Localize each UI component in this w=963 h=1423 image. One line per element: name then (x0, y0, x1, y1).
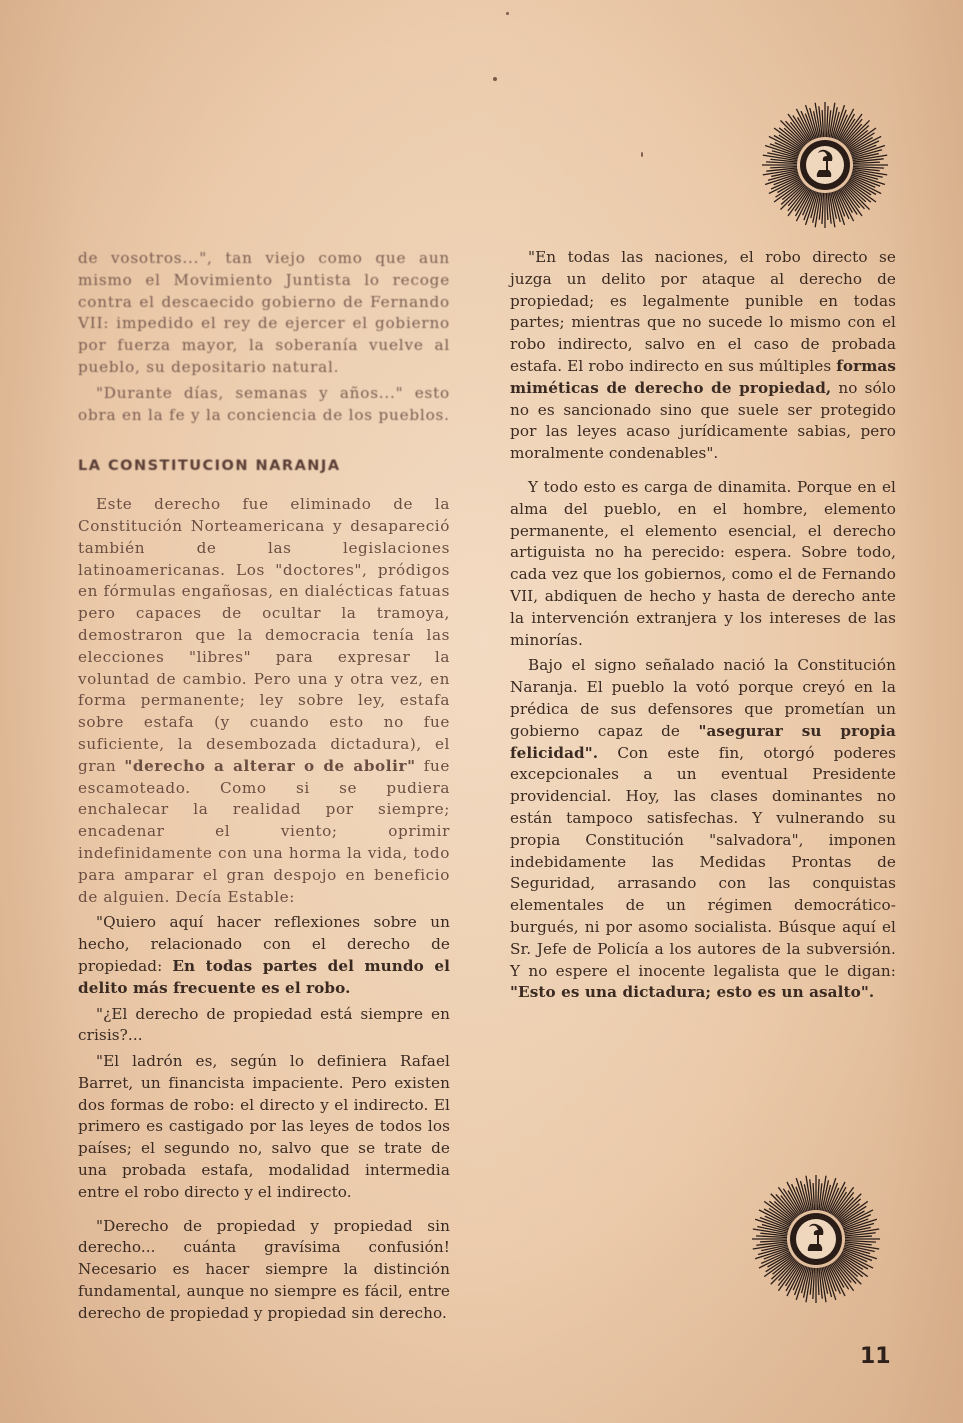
bold-quote: "derecho a alterar o de abolir" (124, 756, 416, 775)
emblem-ray (813, 1183, 814, 1210)
bold-quote: "asegurar su propia felicidad". (510, 721, 896, 762)
section-heading: LA CONSTITUCION NARANJA (78, 458, 341, 475)
emblem-ray (853, 162, 880, 163)
paragraph-text: Este derecho fue eliminado de la Constitución Norteamericana y desapareció también de las legislaciones latinoamericanas. Los "doctores", pródigos en fórmulas engañosas, en dialécticas fatuas pero capaces de ocultar la tramoya, demostraron que la democracia tenía las elecciones "libres" para expresar la voluntad de cambio. Pero una y otra vez, en forma permanente; ley sobre ley, estafa sobre estafa (y cuando esto no fue suficiente, la desembozada dictadura), el gran (78, 495, 450, 775)
paragraph: de vosotros...", tan viejo como que aun mismo el Movimiento Juntista lo recoge contra el descaecido gobierno de Fernando VII: impedido el rey de ejercer el gobierno por fuerza mayor, la soberanía vuelve al pueblo, su depositario natural. (78, 249, 450, 376)
paragraph-text: no sólo no es sancionado sino que suele ser protegido por las leyes acaso jurídicamente sabias, pero moralmente condenables". (510, 378, 896, 463)
paragraph: "Derecho de propiedad y propiedad sin derecho... cuánta gravísima confusión! Necesario es hacer siempre la distinción fundamental, aunque no siempre es fácil, entre derecho de propiedad y propiedad sin derecho. (78, 1216, 450, 1322)
emblem-ray (760, 1241, 787, 1242)
paragraph: Y todo esto es carga de dinamita. Porque en el alma del pueblo, en el hombre, elemento permanente, el elemento esencial, el derecho artiguista no ha perecido: espera. Sobre todo, cada vez que los gobiernos, como el de Fernando VII, abdiquen de hecho y hasta de derecho ante la intervención extranjera y los intereses de las minorías. (510, 477, 896, 649)
right-column (510, 247, 896, 1004)
sunburst-emblem-icon (760, 98, 890, 233)
paragraph-text: Con este fin, otorgó poderes excepcionales a un eventual Presidente providencial. Hoy, las clases dominantes no están tampoco satisfechas. Y vulnerando su propia Constitución "salvadora", imponen indebidamente las Medidas Prontas de Seguridad, arrasando con las conquistas elementales de un régimen democrático-burgués, ni por asomo socialista. Búsque aquí el Sr. Jefe de Policía a los autores de la subversión. Y no espere el inocente legalista que le digan: (510, 743, 896, 980)
paragraph: "El ladrón es, según lo definiera Rafael Barret, un financista impaciente. Pero existen dos formas de robo: el directo y el indirecto. El primero es castigado por las leyes de todos los países; el segundo no, salvo que se trate de una probada estafa, modalidad intermedia entre el robo directo y el indirecto. (78, 1052, 450, 1201)
emblem-ray (845, 1236, 872, 1237)
paragraph-text: "Quiero aquí hacer reflexiones sobre un hecho, relacionado con el derecho de propiedad: (78, 913, 450, 975)
page-number: 11 (860, 1344, 891, 1369)
paragraph-text: "En todas las naciones, el robo directo se juzga un delito por ataque al derecho de propiedad; es legalmente punible en todas partes; mientras que no sucede lo mismo con el robo indirecto, salvo en el caso de probada estafa. El robo indirecto en sus múltiples (510, 248, 896, 375)
bold-quote: En todas partes del mundo el delito más frecuente es el robo. (78, 956, 450, 997)
paragraph-text: Bajo el signo señalado nació la Constitución Naranja. El pueblo la votó porque creyó en la prédica de sus defensores que prometían un gobierno capaz de (510, 656, 896, 740)
emblem-ray (770, 166, 797, 167)
bold-quote: formas miméticas de derecho de propiedad, (510, 356, 896, 397)
paragraph (78, 912, 450, 999)
paper-speck (493, 77, 497, 81)
emblem-ray (822, 110, 823, 137)
paper-speck (641, 152, 643, 157)
paragraph-text: fue escamoteado. Como si se pudiera enchalecar la realidad por siempre; encadenar el viento; oprimir indefinidamente con una horma la vida, todo para amparar el gran despojo en beneficio de alguien. Decía Estable: (78, 756, 450, 906)
paragraph: "¿El derecho de propiedad está siempre en crisis?... (78, 1004, 450, 1045)
paragraph (510, 655, 896, 1004)
paper-speck (506, 12, 509, 15)
left-column (78, 248, 450, 1325)
emblem-ray (818, 1268, 819, 1295)
emblem-ray (826, 193, 827, 220)
paragraph (510, 247, 896, 465)
sunburst-emblem-icon (750, 1172, 882, 1306)
paragraph (78, 494, 450, 908)
paragraph: "Durante días, semanas y años..." esto obra en la fe y la conciencia de los pueblos. (78, 383, 450, 424)
bold-quote: "Esto es una dictadura; esto es un asalto". (510, 983, 875, 1002)
